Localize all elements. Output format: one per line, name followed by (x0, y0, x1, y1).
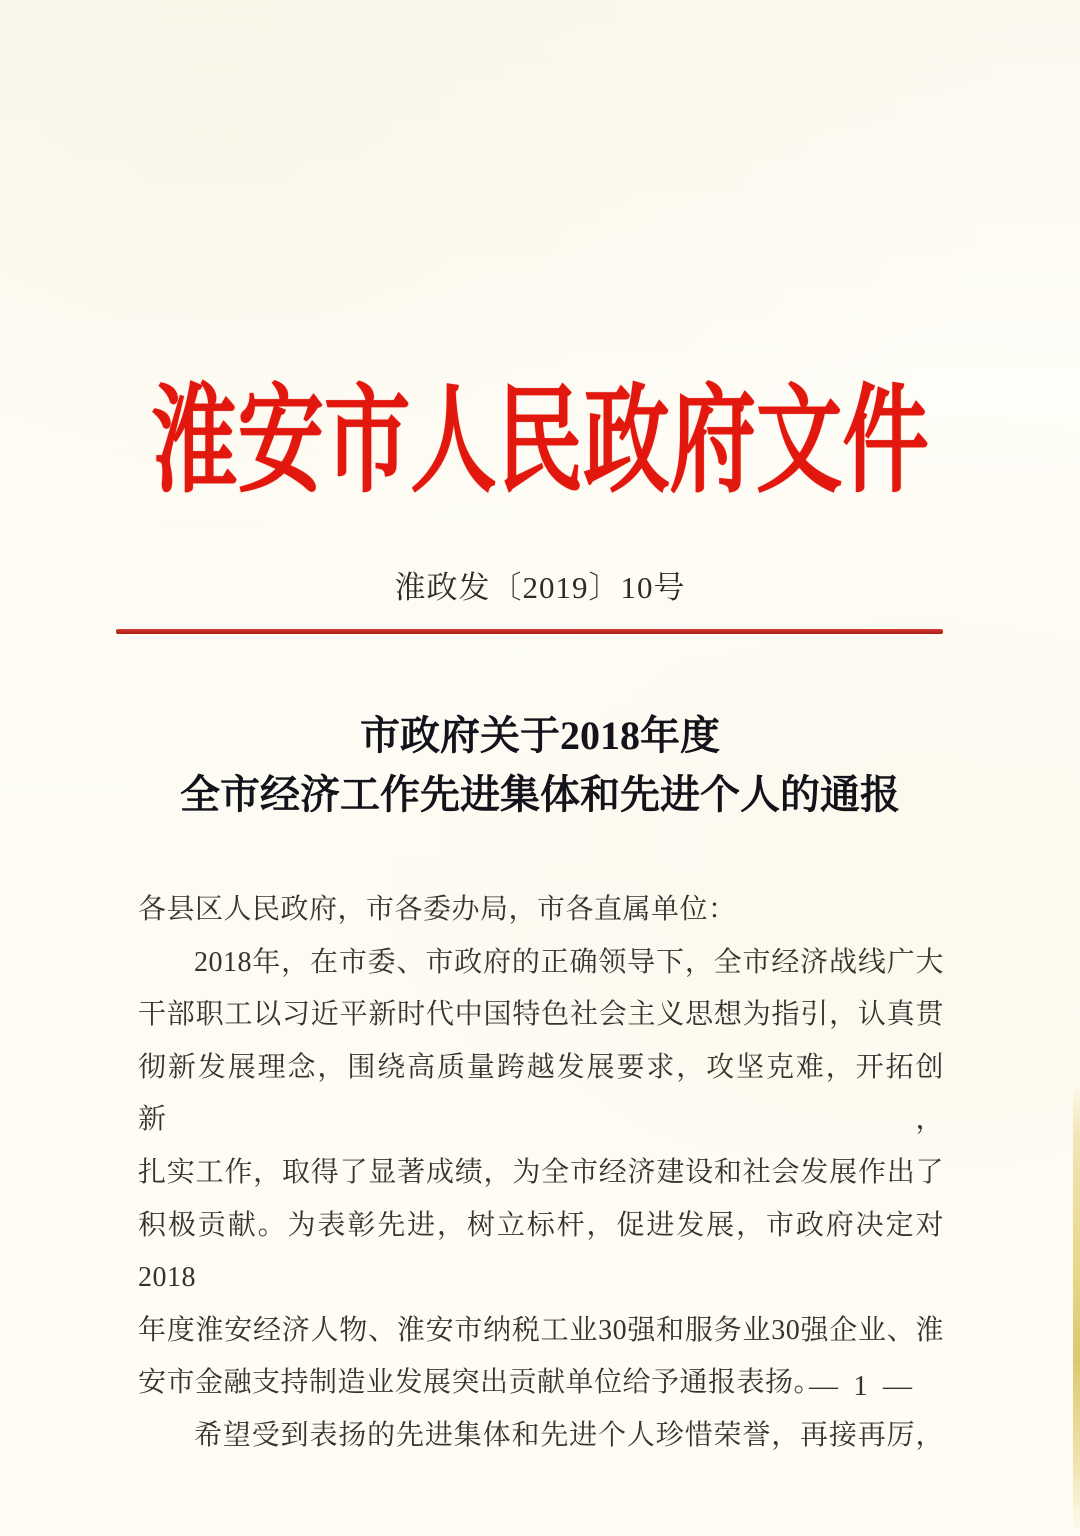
document-title (0, 706, 1080, 824)
body-line: 彻新发展理念，围绕高质量跨越发展要求，攻坚克难，开拓创新， (138, 1051, 944, 1136)
masthead-title: 淮安市人民政府文件 (151, 376, 929, 507)
scan-edge-artifact (1073, 1082, 1080, 1534)
body-line: 干部职工以习近平新时代中国特色社会主义思想为指引，认真贯 (138, 999, 944, 1031)
document-number: 淮政发〔2019〕10号 (394, 570, 686, 605)
body-line: 积极贡献。为表彰先进，树立标杆，促进发展，市政府决定对2018 (138, 1209, 944, 1294)
body-line: 希望受到表扬的先进集体和先进个人珍惜荣誉，再接再厉， (194, 1419, 944, 1451)
body-line: 安市金融支持制造业发展突出贡献单位给予通报表扬。 (138, 1367, 823, 1399)
body-line: 2018年，在市委、市政府的正确领导下，全市经济战线广大 (194, 946, 944, 978)
document-title-line2: 全市经济工作先进集体和先进个人的通报 (180, 772, 900, 817)
document-title-line1: 市政府关于2018年度 (360, 713, 720, 758)
page-number: — 1 — (809, 1370, 916, 1402)
red-divider-rule (116, 629, 943, 634)
salutation-line: 各县区人民政府，市各委办局，市各直属单位： (138, 894, 737, 925)
body-line: 扎实工作，取得了显著成绩，为全市经济建设和社会发展作出了 (138, 1156, 944, 1188)
body-line: 年度淮安经济人物、淮安市纳税工业30强和服务业30强企业、淮 (138, 1314, 944, 1346)
